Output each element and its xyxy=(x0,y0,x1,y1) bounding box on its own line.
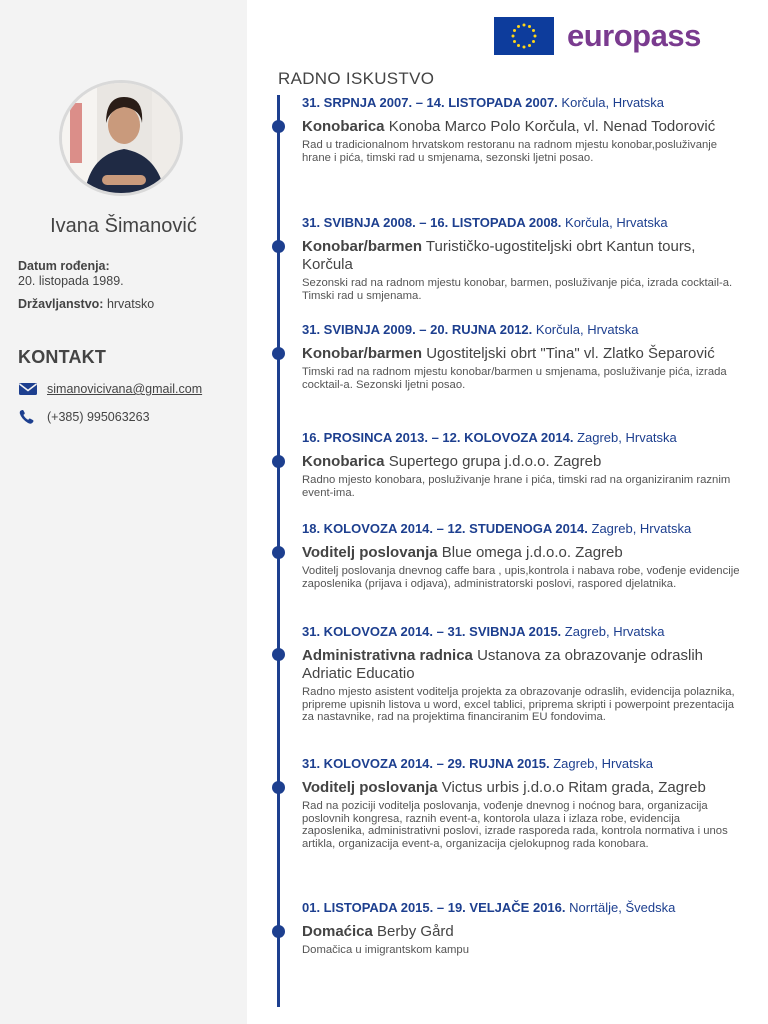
timeline-dot xyxy=(272,781,285,794)
contact-heading: KONTAKT xyxy=(18,347,107,367)
entry-title xyxy=(302,453,742,471)
entry-title xyxy=(302,779,742,797)
entry-date-row xyxy=(302,322,742,338)
entry-role: Administrativna radnica xyxy=(302,647,473,664)
entry-title xyxy=(302,544,742,562)
entry-title xyxy=(302,238,742,274)
europass-logo xyxy=(494,17,701,55)
entry-date: 18. KOLOVOZA 2014. – 12. STUDENOGA 2014. xyxy=(302,521,588,536)
entry-description: Rad u tradicionalnom hrvatskom restoranu na radnom mjestu konobar,posluživanje hrane i pića, timski rad u smjenama, sezonski ljetni posao. xyxy=(302,139,718,164)
entry-title xyxy=(302,923,742,941)
phone-icon xyxy=(18,409,38,425)
entry-date: 31. SVIBNJA 2008. – 16. LISTOPADA 2008. xyxy=(302,215,562,230)
experience-entry xyxy=(302,900,742,957)
experience-heading: RADNO ISKUSTVO xyxy=(278,69,435,88)
birth-label: Datum rođenja: xyxy=(18,259,110,273)
entry-title xyxy=(302,345,742,363)
experience-entry xyxy=(302,624,742,724)
experience-entry xyxy=(302,95,742,164)
entry-role: Konobarica xyxy=(302,118,385,135)
entry-employer: Ustanova za obrazovanje odraslih Adriatic Educatio xyxy=(302,647,704,682)
timeline-dot xyxy=(272,546,285,559)
entry-date: 31. KOLOVOZA 2014. – 29. RUJNA 2015. xyxy=(302,756,550,771)
entry-date-row xyxy=(302,900,742,916)
entry-description: Radno mjesto asistent voditelja projekta za obrazovanje odraslih, evidencija polaznika, pripreme upisnih listova u word, excel tablici, priprema skripti i powerpoint prezentacija za nastavnike, rad na projektima financiranim EU fondovima. xyxy=(302,686,735,724)
entry-employer: Berby Gård xyxy=(377,923,454,940)
profile-name: Ivana Šimanović xyxy=(50,215,197,237)
entry-description: Radno mjesto konobara, posluživanje hrane i pića, timski rad na organiziranim raznim event-ima. xyxy=(302,474,731,499)
eu-flag-icon xyxy=(494,17,554,55)
citizenship xyxy=(18,297,154,312)
entry-employer: Konoba Marco Polo Korčula, vl. Nenad Todorović xyxy=(388,118,716,135)
timeline-dot xyxy=(272,347,285,360)
entry-date-row xyxy=(302,430,742,446)
entry-description: Rad na poziciji voditelja poslovanja, vođenje dnevnog i noćnog bara, organizacija poslovnih kongresa, raznih event-a, kontorola ulaza i izlaza robe, evidencija zaposlenika, administrativni poslovi, izrade rasporeda rada, kontrola normativa i unos artikla, organizacija event-a, organizacija cjelokupnog rada konobara. xyxy=(302,800,728,850)
entry-description: Timski rad na radnom mjestu konobar/barmen u smjenama, posluživanje pića, izrada cocktail-a. Sezonski ljetni posao. xyxy=(302,366,727,391)
contact-phone-row xyxy=(18,409,150,425)
experience-entry xyxy=(302,322,742,391)
entry-description: Voditelj poslovanja dnevnog caffe bara , upis,kontrola i nabava robe, vođenje evidencije zaposlenika (prijava i odjava), administratorski poslovi, raspored djelatnika. xyxy=(302,565,740,590)
entry-location: Zagreb, Hrvatska xyxy=(591,521,692,536)
entry-role: Konobar/barmen xyxy=(302,238,423,255)
entry-employer: Ugostiteljski obrt "Tina" vl. Zlatko Šeparović xyxy=(426,345,715,362)
email-link[interactable]: simanovicivana@gmail.com xyxy=(47,382,203,396)
experience-entry xyxy=(302,521,742,590)
entry-date: 16. PROSINCA 2013. – 12. KOLOVOZA 2014. xyxy=(302,430,574,445)
entry-date-row xyxy=(302,756,742,772)
entry-date: 31. KOLOVOZA 2014. – 31. SVIBNJA 2015. xyxy=(302,624,562,639)
experience-entry xyxy=(302,215,742,302)
entry-employer: Supertego grupa j.d.o.o. Zagreb xyxy=(388,453,602,470)
entry-description: Domačica u imigrantskom kampu xyxy=(302,944,469,956)
entry-description: Sezonski rad na radnom mjestu konobar, barmen, posluživanje pića, izrada cocktail-a. Timski rad u smjenama. xyxy=(302,277,733,302)
entry-role: Konobar/barmen xyxy=(302,345,423,362)
timeline-dot xyxy=(272,120,285,133)
entry-date: 01. LISTOPADA 2015. – 19. VELJAČE 2016. xyxy=(302,900,566,915)
entry-title xyxy=(302,647,742,683)
entry-location: Korčula, Hrvatska xyxy=(565,215,668,230)
birth-date xyxy=(18,259,124,289)
experience-entry xyxy=(302,756,742,850)
europass-wordmark: europass xyxy=(567,18,701,53)
citizenship-label: Državljanstvo: xyxy=(18,297,104,311)
entry-role: Voditelj poslovanja xyxy=(302,544,438,561)
entry-location: Korčula, Hrvatska xyxy=(561,95,665,110)
citizenship-value: hrvatsko xyxy=(106,297,155,311)
profile-photo xyxy=(59,80,183,196)
entry-employer: Victus urbis j.d.o.o Ritam grada, Zagreb xyxy=(441,779,706,796)
entry-location: Zagreb, Hrvatska xyxy=(553,756,653,771)
entry-date-row xyxy=(302,215,742,231)
experience-entry xyxy=(302,430,742,499)
envelope-icon xyxy=(18,381,38,397)
entry-location: Zagreb, Hrvatska xyxy=(564,624,665,639)
entry-location: Korčula, Hrvatska xyxy=(535,322,639,337)
entry-employer: Turističko-ugostiteljski obrt Kantun tours, Korčula xyxy=(302,238,696,273)
entry-location: Norrtälje, Švedska xyxy=(569,900,676,915)
timeline-dot xyxy=(272,925,285,938)
entry-date-row xyxy=(302,521,742,537)
entry-role: Konobarica xyxy=(302,453,385,470)
entry-role: Domaćica xyxy=(302,923,373,940)
entry-title xyxy=(302,118,742,136)
entry-date-row xyxy=(302,95,742,111)
entry-employer: Blue omega j.d.o.o. Zagreb xyxy=(441,544,623,561)
entry-date: 31. SVIBNJA 2009. – 20. RUJNA 2012. xyxy=(302,322,533,337)
phone-number[interactable]: (+385) 995063263 xyxy=(47,410,150,424)
entry-location: Zagreb, Hrvatska xyxy=(577,430,677,445)
timeline-dot xyxy=(272,648,285,661)
timeline-dot xyxy=(272,455,285,468)
entry-role: Voditelj poslovanja xyxy=(302,779,438,796)
entry-date: 31. SRPNJA 2007. – 14. LISTOPADA 2007. xyxy=(302,95,558,110)
timeline-dot xyxy=(272,240,285,253)
entry-date-row xyxy=(302,624,742,640)
birth-value: 20. listopada 1989. xyxy=(18,274,124,288)
contact-email-row xyxy=(18,381,202,397)
